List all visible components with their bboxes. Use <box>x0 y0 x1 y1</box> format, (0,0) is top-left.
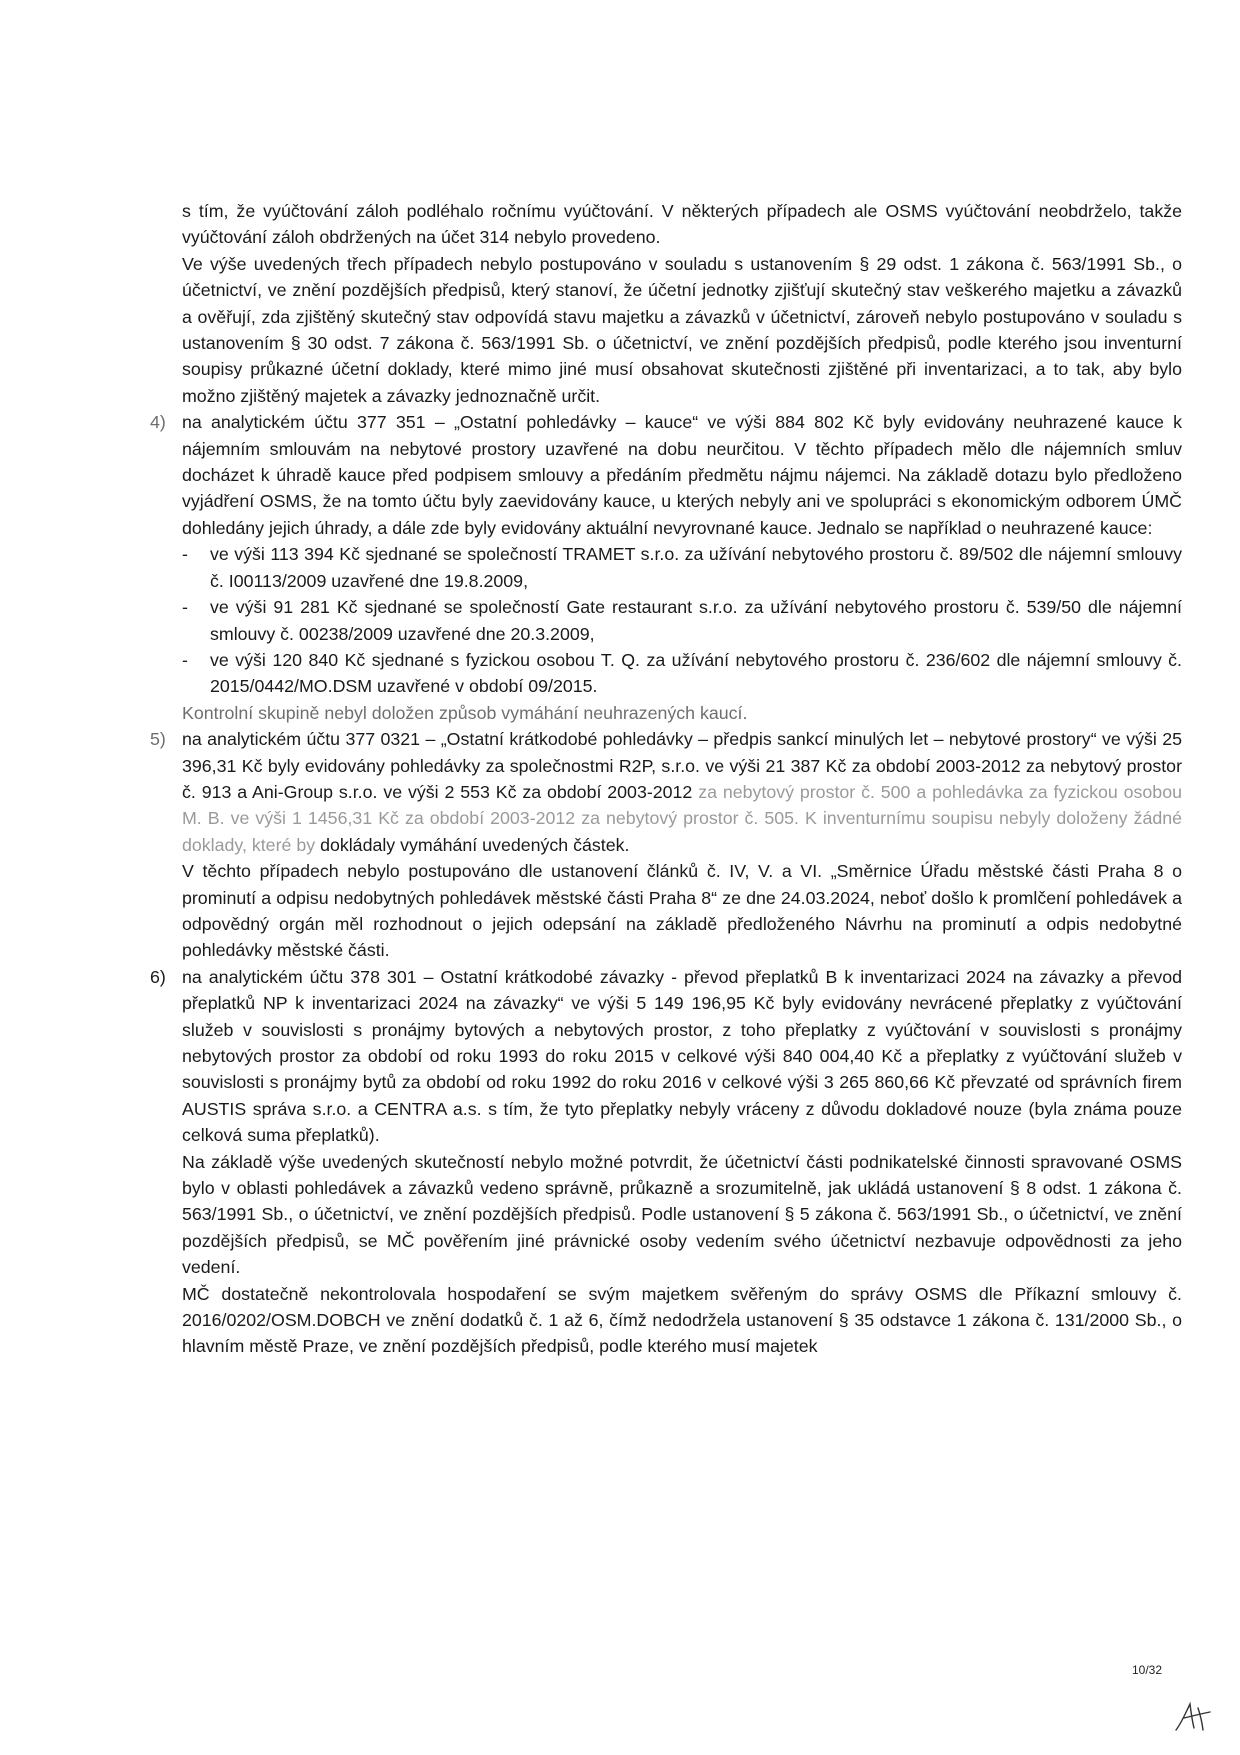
page-number: 10/32 <box>1132 1663 1163 1677</box>
bullet-text: ve výši 113 394 Kč sjednané se společností TRAMET s.r.o. za užívání nebytového prostoru č. 89/502 dle nájemní smlouvy č. I00113/2009 uzavřené dne 19.8.2009, <box>210 544 1182 591</box>
item-6-text: na analytickém účtu 378 301 – Ostatní krátkodobé závazky - převod přeplatků B k inventarizaci 2024 na závazky a převod přeplatků NP k inventarizaci 2024 na závazky“ ve výši 5 149 196,95 Kč byly evidovány nevrácené přeplatky z vyúčtování služeb v souvislosti s pronájmy bytových a nebytových prostor, z toho přeplatky z vyúčtování v souvislosti s pronájmy nebytových prostor za období od roku 1993 do roku 2015 v celkové výši 840 004,40 Kč a přeplatky z vyúčtování služeb v souvislosti s pronájmy bytů za období od roku 1992 do roku 2016 v celkové výši 3 265 860,66 Kč převzaté od správních firem AUSTIS správa s.r.o. a CENTRA a.s. s tím, že tyto přeplatky nebyly vráceny z důvodu dokladové nouze (byla známa pouze celková suma přeplatků). <box>182 966 1182 1146</box>
bullet-item <box>182 541 1182 594</box>
item-5-followup: V těchto případech nebylo postupováno dle ustanovení článků č. IV, V. a VI. „Směrnice Úřadu městské části Praha 8 o prominutí a odpisu nedobytných pohledávek městské části Praha 8“ ze dne 24.03.2024, neboť došlo k promlčení pohledávek a odpovědný orgán měl rozhodnout o jejich odepsání na základě předloženého Návrhu na prominutí a odpis nedobytné pohledávky městské části. <box>182 861 1182 961</box>
paragraph-intro-2: Ve výše uvedených třech případech nebylo postupováno v souladu s ustanovením § 29 odst. 1 zákona č. 563/1991 Sb., o účetnictví, ve znění pozdějších předpisů, který stanoví, že účetní jednotky zjišťují skutečný stav veškerého majetku a závazků a ověřují, zda zjištěný skutečný stav odpovídá stavu majetku a závazků v účetnictví, zároveň nebylo postupováno v souladu s ustanovením § 30 odst. 7 zákona č. 563/1991 Sb. o účetnictví, ve znění pozdějších předpisů, podle kterého jsou inventurní soupisy průkazné účetní doklady, které mimo jiné musí obsahovat skutečnosti zjištěné při inventarizaci, a to tak, aby bylo možno zjištěný majetek a závazky jednoznačně určit. <box>182 253 1182 406</box>
bullet-list <box>182 541 1182 699</box>
dash-marker: - <box>182 649 188 670</box>
dash-marker: - <box>182 597 188 618</box>
bullet-text: ve výši 120 840 Kč sjednané s fyzickou osobou T. Q. za užívání nebytového prostoru č. 236/602 dle nájemní smlouvy č. 2015/0442/MO.DSM uzavřené v období 09/2015. <box>210 649 1182 697</box>
bullet-text: ve výši 91 281 Kč sjednané se společností Gate restaurant s.r.o. za užívání nebytového prostoru č. 539/50 dle nájemní smlouvy č. 00238/2009 uzavřené dne 20.3.2009, <box>210 597 1182 644</box>
list-marker-4: 4) <box>150 412 166 433</box>
list-item-6 <box>150 964 1182 1149</box>
item-5-text-a: na analytickém účtu 377 0321 – „Ostatní krátkodobé pohledávky – předpis sankcí minulých let – nebytové prostory“ ve výši 25 396,31 Kč byly evidovány pohledávky za společnostmi R2P, s.r.o. ve výši 21 387 Kč za období 2003-2012 za nebytový prostor č. 913 a Ani-Group s.r.o. ve výši 2 553 Kč za období 2003-2012 <box>182 729 1182 802</box>
list-marker-5: 5) <box>150 729 166 750</box>
list-marker-6: 6) <box>150 966 166 987</box>
item-5-text-b: za nebytový prostor č. 500 a pohledávka za fyzickou osobou M. B. ve výši 1 1456,31 Kč za období 2003-2012 za nebytový prostor č. 505. K inventurnímu soupisu nebyly doloženy žádné doklady, které by <box>182 781 1182 855</box>
bullet-item <box>182 594 1182 647</box>
item-4-closing: Kontrolní skupině nebyl doložen způsob vymáhání neuhrazených kaucí. <box>182 702 748 723</box>
handwritten-initials-signature <box>1170 1700 1216 1734</box>
document-body <box>150 198 1182 1360</box>
bullet-item <box>182 647 1182 700</box>
paragraph-conclusion-2: MČ dostatečně nekontrolovala hospodaření se svým majetkem svěřeným do správy OSMS dle Příkazní smlouvy č. 2016/0202/OSM.DOBCH ve znění dodatků č. 1 až 6, čímž nedodržela ustanovení § 35 odstavce 1 zákona č. 131/2000 Sb., o hlavním městě Praze, ve znění pozdějších předpisů, podle kterého musí majetek <box>182 1283 1182 1357</box>
paragraph-conclusion-1: Na základě výše uvedených skutečností nebylo možné potvrdit, že účetnictví části podnikatelské činnosti spravované OSMS bylo v oblasti pohledávek a závazků vedeno správně, průkazně a srozumitelně, jak ukládá ustanovení § 8 odst. 1 zákona č. 563/1991 Sb., o účetnictví, ve znění pozdějších předpisů. Podle ustanovení § 5 zákona č. 563/1991 Sb., o účetnictví, ve znění pozdějších předpisů, se MČ pověřením jiné právnické osoby vedením svého účetnictví nezbavuje odpovědnosti za jeho vedení. <box>182 1151 1182 1278</box>
list-item-4 <box>150 409 1182 726</box>
paragraph-intro-1: s tím, že vyúčtování záloh podléhalo ročnímu vyúčtování. V některých případech ale OSMS vyúčtování neobdrželo, takže vyúčtování záloh obdržených na účet 314 nebylo provedeno. <box>182 201 1182 248</box>
item-5-text <box>182 726 1182 858</box>
list-item-5 <box>150 726 1182 964</box>
item-4-text: na analytickém účtu 377 351 – „Ostatní pohledávky – kauce“ ve výši 884 802 Kč byly evidovány neuhrazené kauce k nájemním smlouvám na nebytové prostory uzavřené na dobu neurčitou. V těchto případech mělo dle nájemních smluv docházet k úhradě kauce před podpisem smlouvy a předáním předmětu nájmu nájemci. Na základě dotazu bylo předloženo vyjádření OSMS, že na tomto účtu byly zaevidovány kauce, u kterých nebyly ani ve spolupráci s ekonomickým odborem ÚMČ dohledány jejich úhrady, a dále zde byly evidovány aktuální nevyrovnané kauce. Jednalo se například o neuhrazené kauce: <box>182 412 1182 538</box>
dash-marker: - <box>182 544 188 565</box>
item-5-text-c: dokládaly vymáhání uvedených částek. <box>320 834 630 855</box>
